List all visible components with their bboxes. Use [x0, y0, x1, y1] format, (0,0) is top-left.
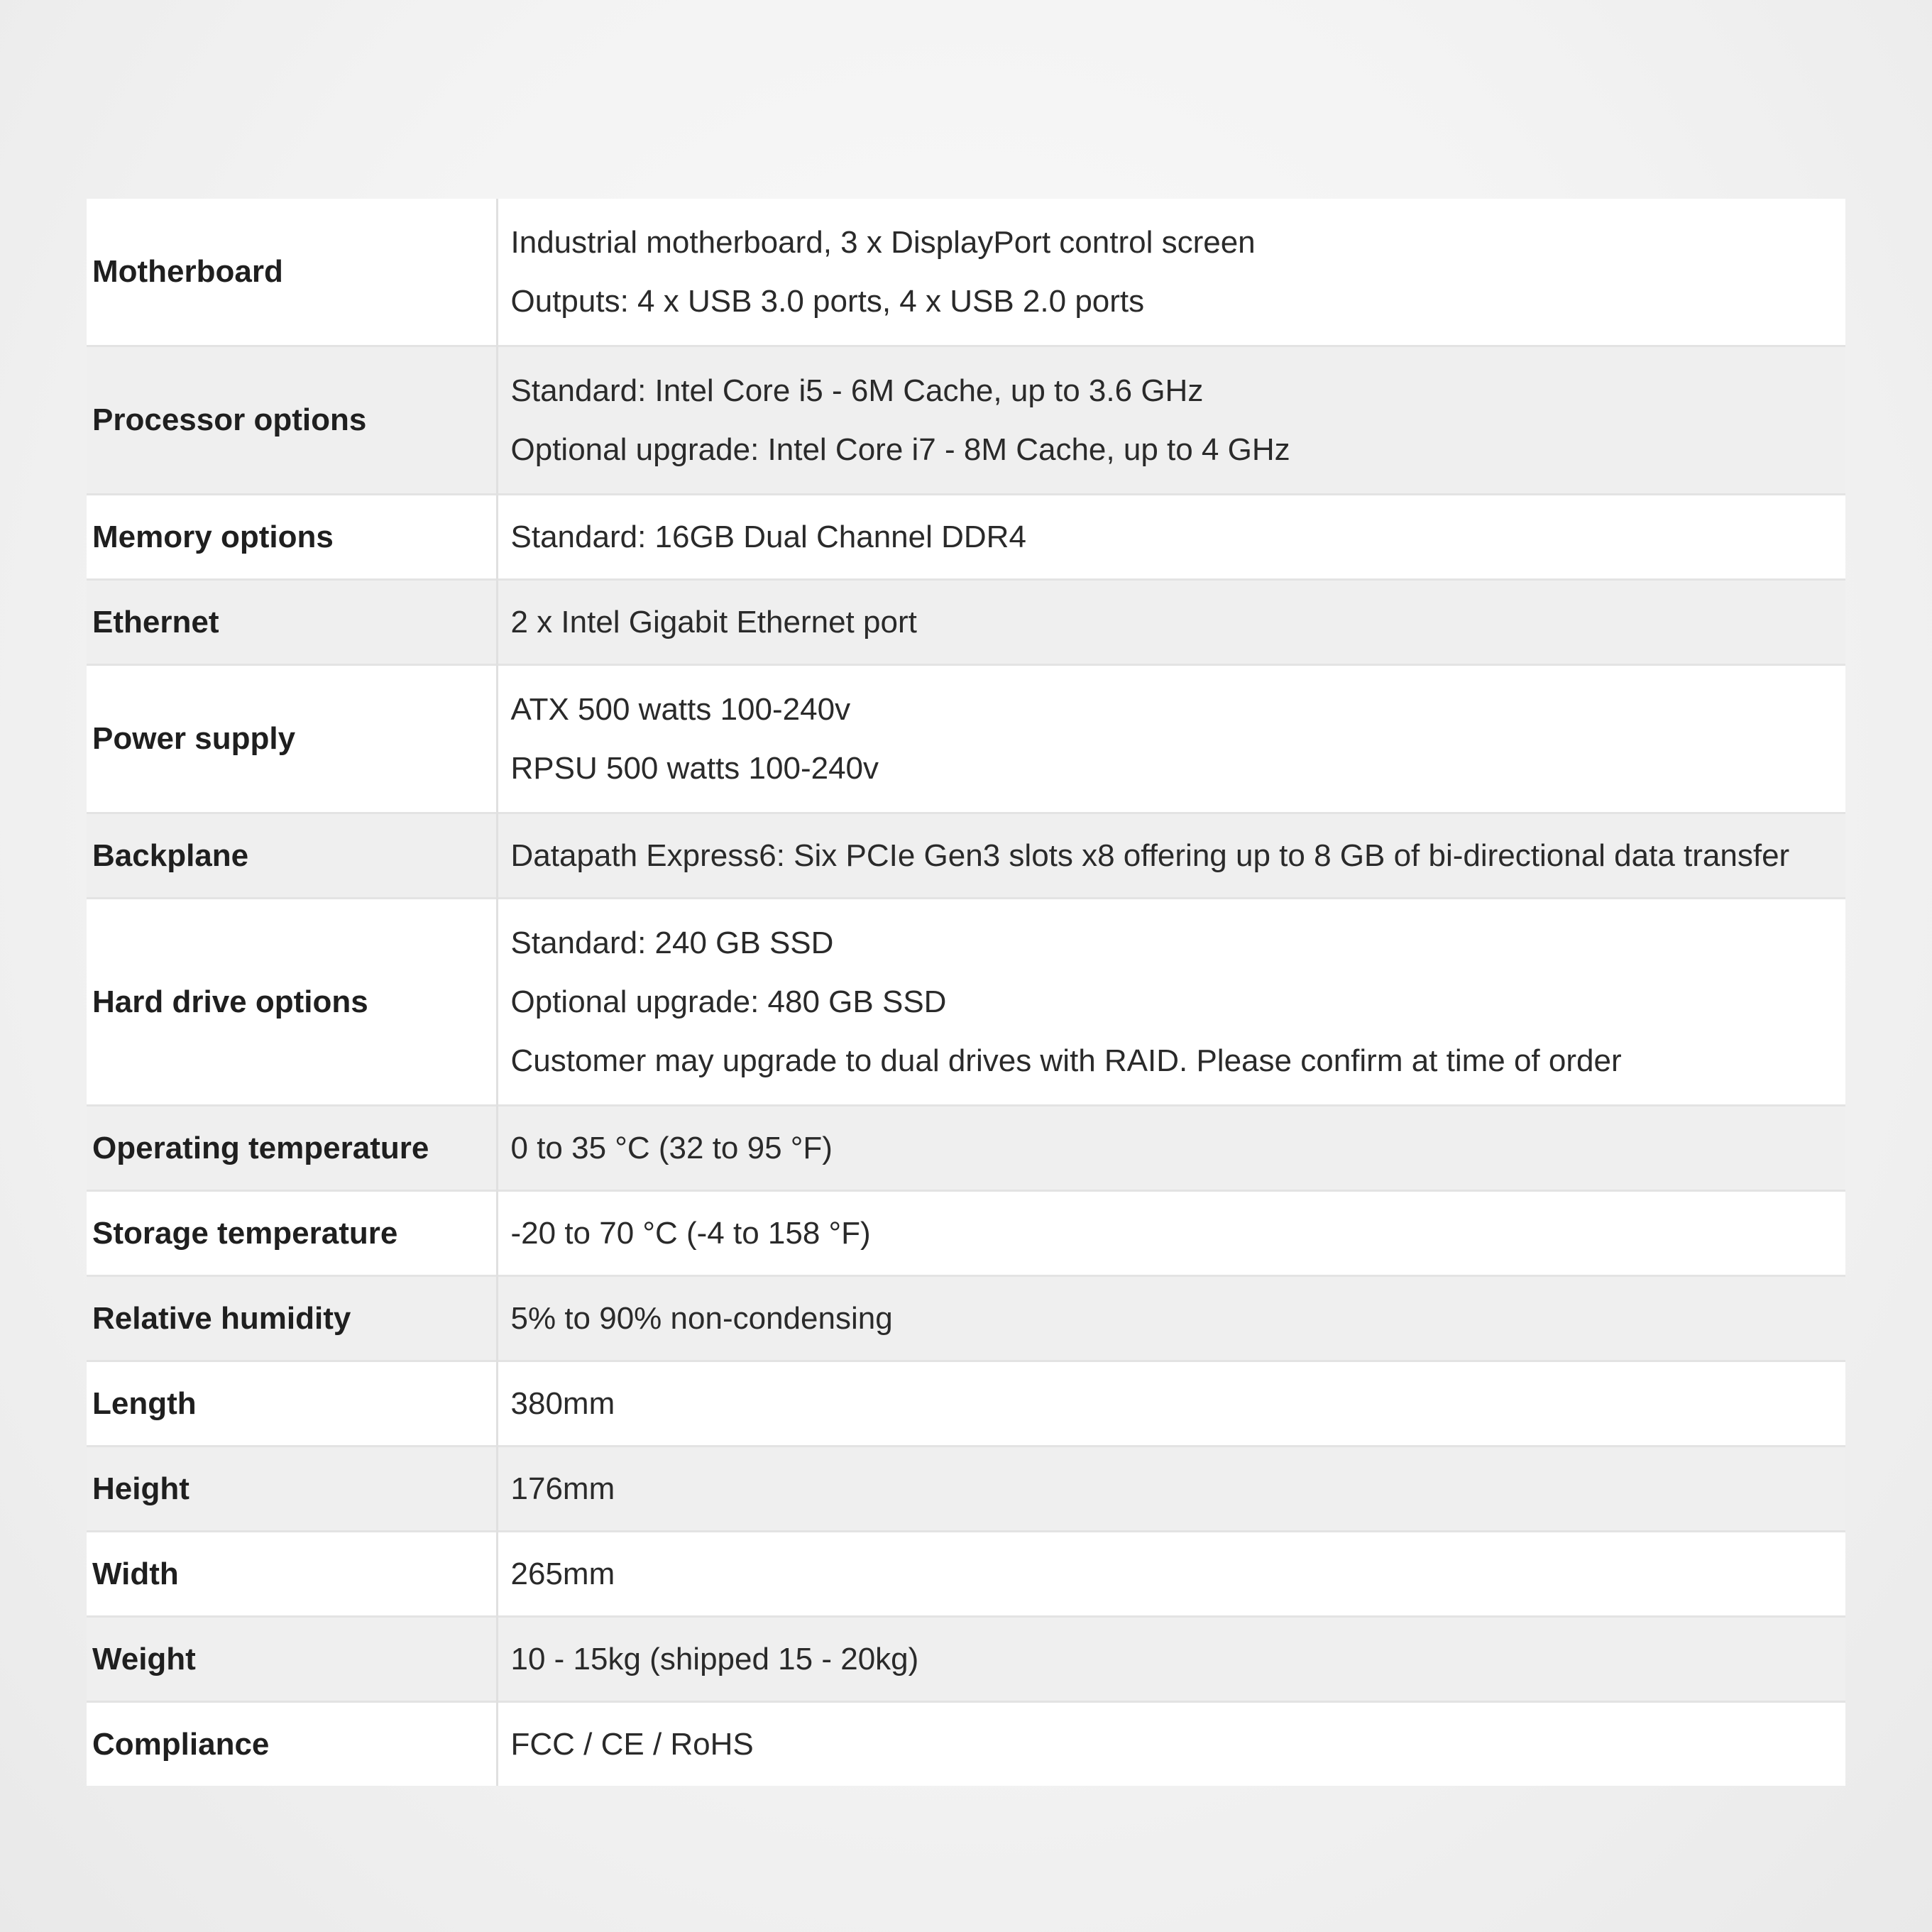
spec-value	[497, 1617, 1845, 1702]
spec-value-line: Outputs: 4 x USB 3.0 ports, 4 x USB 2.0 ports	[510, 284, 1145, 319]
spec-label: Ethernet	[87, 580, 497, 665]
spec-row-length	[87, 1361, 1845, 1447]
spec-label: Compliance	[87, 1702, 497, 1786]
spec-row-hard-drive-options	[87, 899, 1845, 1106]
spec-value-line: -20 to 70 °C (-4 to 158 °F)	[510, 1216, 871, 1251]
spec-value	[497, 1276, 1845, 1361]
spec-row-weight	[87, 1617, 1845, 1702]
spec-value	[497, 1702, 1845, 1786]
spec-value-line: Standard: 240 GB SSD	[510, 926, 834, 960]
spec-row-memory-options	[87, 495, 1845, 580]
spec-value	[497, 899, 1845, 1106]
spec-row-storage-temperature	[87, 1191, 1845, 1276]
spec-value	[497, 346, 1845, 495]
spec-label: Hard drive options	[87, 899, 497, 1106]
spec-label: Height	[87, 1447, 497, 1532]
spec-label: Relative humidity	[87, 1276, 497, 1361]
spec-label: Processor options	[87, 346, 497, 495]
spec-value	[497, 1447, 1845, 1532]
spec-value	[497, 813, 1845, 899]
spec-row-width	[87, 1532, 1845, 1617]
spec-row-backplane	[87, 813, 1845, 899]
spec-value-line: 2 x Intel Gigabit Ethernet port	[510, 605, 917, 640]
spec-value-line: 10 - 15kg (shipped 15 - 20kg)	[510, 1642, 919, 1676]
spec-label: Weight	[87, 1617, 497, 1702]
spec-row-motherboard	[87, 199, 1845, 346]
spec-value-line: Standard: Intel Core i5 - 6M Cache, up to 3.6 GHz	[510, 373, 1204, 408]
spec-value	[497, 665, 1845, 813]
spec-label: Storage temperature	[87, 1191, 497, 1276]
spec-value	[497, 1191, 1845, 1276]
spec-value-line: Datapath Express6: Six PCIe Gen3 slots x8 offering up to 8 GB of bi-directional data transfer	[510, 838, 1790, 873]
spec-row-operating-temperature	[87, 1106, 1845, 1191]
spec-label: Backplane	[87, 813, 497, 899]
spec-value-line: Industrial motherboard, 3 x DisplayPort control screen	[510, 225, 1256, 260]
spec-value-line: 0 to 35 °C (32 to 95 °F)	[510, 1131, 833, 1165]
spec-value-line: Customer may upgrade to dual drives with RAID. Please confirm at time of order	[510, 1043, 1622, 1078]
spec-value	[497, 1361, 1845, 1447]
spec-label: Motherboard	[87, 199, 497, 346]
spec-value-line: ATX 500 watts 100-240v	[510, 692, 851, 727]
spec-value-line: 5% to 90% non-condensing	[510, 1301, 893, 1336]
spec-value	[497, 199, 1845, 346]
spec-value	[497, 1106, 1845, 1191]
spec-row-processor-options	[87, 346, 1845, 495]
spec-value-line: Optional upgrade: Intel Core i7 - 8M Cache, up to 4 GHz	[510, 432, 1290, 467]
spec-value	[497, 580, 1845, 665]
spec-value-line: FCC / CE / RoHS	[510, 1727, 754, 1762]
spec-value-line: Standard: 16GB Dual Channel DDR4	[510, 520, 1026, 554]
spec-value	[497, 1532, 1845, 1617]
spec-row-relative-humidity	[87, 1276, 1845, 1361]
spec-label: Power supply	[87, 665, 497, 813]
spec-value-line: RPSU 500 watts 100-240v	[510, 751, 879, 786]
spec-table	[87, 199, 1845, 1786]
spec-label: Length	[87, 1361, 497, 1447]
spec-value-line: Optional upgrade: 480 GB SSD	[510, 984, 947, 1019]
spec-row-height	[87, 1447, 1845, 1532]
spec-row-power-supply	[87, 665, 1845, 813]
spec-row-ethernet	[87, 580, 1845, 665]
spec-label: Width	[87, 1532, 497, 1617]
spec-label: Operating temperature	[87, 1106, 497, 1191]
spec-label: Memory options	[87, 495, 497, 580]
spec-value-line: 265mm	[510, 1557, 615, 1591]
spec-value-line: 380mm	[510, 1386, 615, 1421]
spec-value	[497, 495, 1845, 580]
spec-value-line: 176mm	[510, 1471, 615, 1506]
spec-row-compliance	[87, 1702, 1845, 1786]
